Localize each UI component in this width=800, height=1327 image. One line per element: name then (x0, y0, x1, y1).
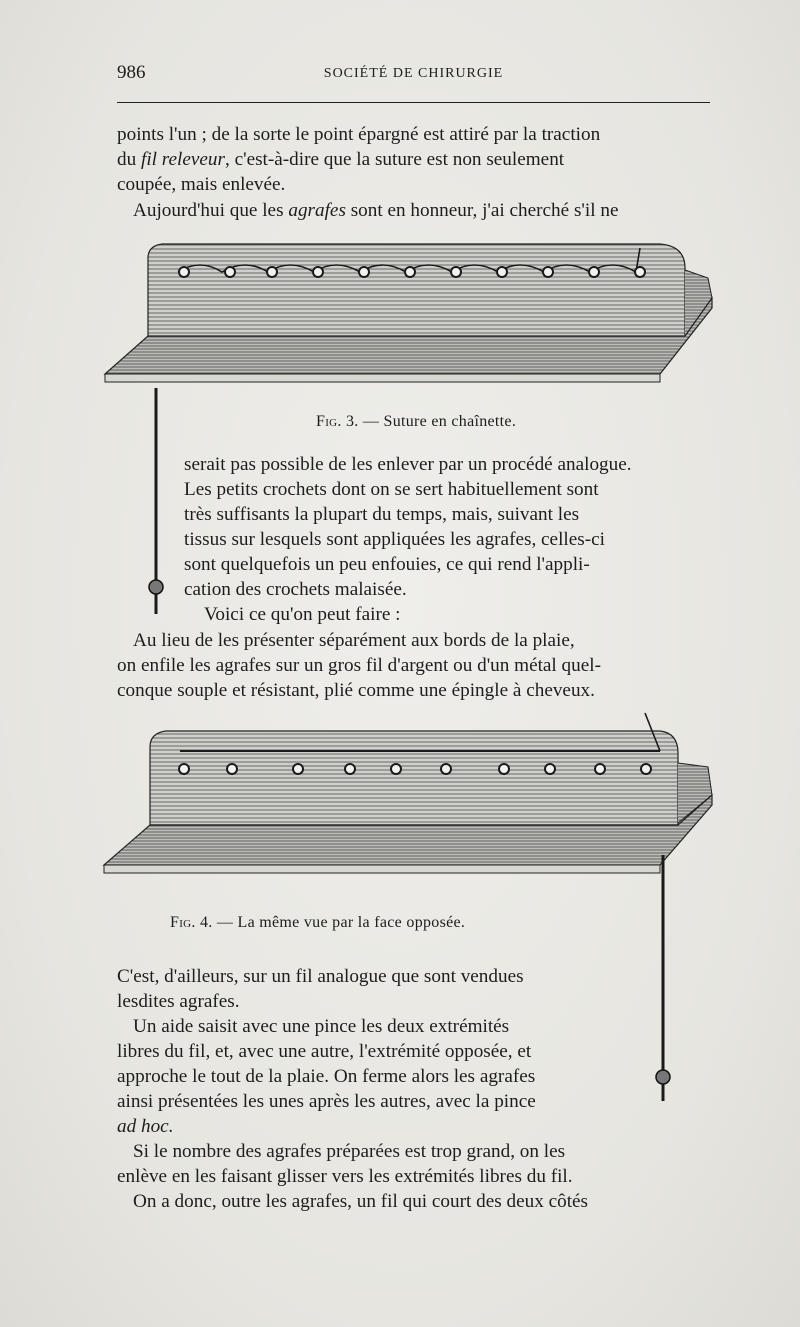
paragraph-3-line-2: Les petits crochets dont on se sert habituellement sont (184, 479, 599, 500)
paragraph-7-line-3: approche le tout de la plaie. On ferme alors les agrafes (117, 1066, 536, 1087)
paragraph-8-line-1: Si le nombre des agrafes préparées est trop grand, on les (133, 1141, 566, 1162)
figure-3-caption: Fig. 3. — Suture en chaînette. (316, 413, 517, 430)
ad-hoc-italic: ad hoc. (117, 1116, 174, 1137)
fil-releveur-italic: fil releveur (140, 149, 225, 170)
paragraph-8-line-2: enlève en les faisant glisser vers les extrémités libres du fil. (117, 1166, 573, 1187)
paragraph-5-line-1: Au lieu de les présenter séparément aux bords de la plaie, (133, 630, 575, 651)
paragraph-3-line-1: serait pas possible de les enlever par un procédé analogue. (184, 454, 632, 475)
paragraph-9: On a donc, outre les agrafes, un fil qui court des deux côtés (133, 1191, 589, 1212)
paragraph-7-line-2: libres du fil, et, avec une autre, l'extrémité opposée, et (117, 1041, 532, 1062)
paragraph-5-line-2: on enfile les agrafes sur un gros fil d'argent ou d'un métal quel- (117, 655, 601, 676)
paragraph-1-line-3: coupée, mais enlevée. (117, 174, 286, 195)
header-rule (117, 102, 710, 103)
paragraph-1-line-1: points l'un ; de la sorte le point épargné est attiré par la traction (117, 124, 601, 145)
paragraph-5-line-3: conque souple et résistant, plié comme une épingle à cheveux. (117, 680, 595, 701)
figure-4-label: Fig. 4. (170, 914, 213, 931)
paragraph-7-line-4: ainsi présentées les unes après les autres, avec la pince (117, 1091, 536, 1112)
page-number: 986 (117, 62, 146, 83)
paragraph-6-line-2: lesdites agrafes. (117, 991, 240, 1012)
paragraph-6-line-1: C'est, d'ailleurs, sur un fil analogue que sont vendues (117, 966, 524, 987)
paragraph-3-line-3: très suffisants la plupart du temps, mais, suivant les (184, 504, 580, 525)
paragraph-1-line-2: du fil releveur, c'est-à-dire que la suture est non seulement (117, 149, 565, 170)
paragraph-7-line-1: Un aide saisit avec une pince les deux extrémités (133, 1016, 510, 1037)
paragraph-4: Voici ce qu'on peut faire : (204, 604, 401, 625)
running-head: SOCIÉTÉ DE CHIRURGIE (323, 66, 504, 81)
paragraph-2: Aujourd'hui que les agrafes sont en honneur, j'ai cherché s'il ne (133, 200, 619, 221)
figure-4-caption: Fig. 4. — La même vue par la face opposée. (170, 914, 466, 931)
figure-3-label: Fig. 3. (316, 413, 359, 430)
paragraph-7-line-5 (117, 1114, 630, 1139)
paragraph-3-line-4: tissus sur lesquels sont appliquées les agrafes, celles-ci (184, 529, 605, 550)
paragraph-3-line-5: sont quelquefois un peu enfouies, ce qui rend l'appli- (184, 554, 590, 575)
paragraph-3-line-6: cation des crochets malaisée. (184, 579, 407, 600)
agrafes-italic: agrafes (288, 200, 346, 221)
page-header (117, 62, 710, 92)
